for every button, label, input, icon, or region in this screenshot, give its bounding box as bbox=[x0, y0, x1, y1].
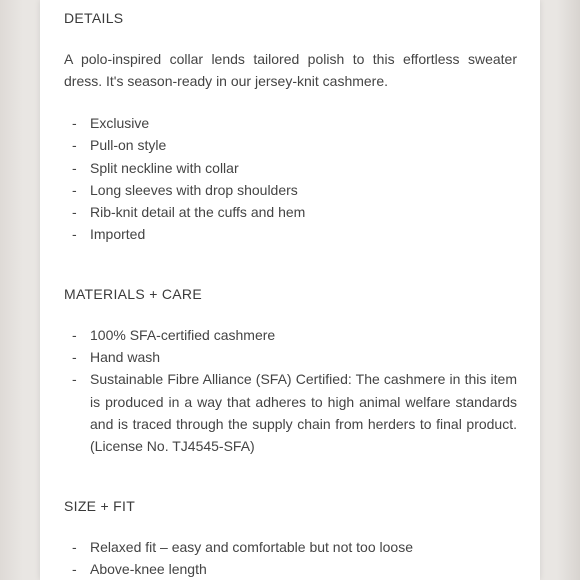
list-item-text: Split neckline with collar bbox=[90, 159, 239, 176]
list-item-text: Rib-knit detail at the cuffs and hem bbox=[90, 204, 306, 221]
list-item-text: Hand wash bbox=[90, 349, 161, 366]
bullet-dash: - bbox=[72, 137, 77, 154]
list-item bbox=[64, 368, 517, 457]
list-item-text: Pull-on style bbox=[90, 137, 167, 154]
materials-care-heading: MATERIALS + CARE bbox=[64, 285, 202, 302]
list-item bbox=[64, 201, 517, 223]
product-description-content bbox=[64, 8, 517, 580]
size-fit-heading: SIZE + FIT bbox=[64, 497, 136, 514]
list-item-text: Sustainable Fibre Alliance (SFA) Certified: The cashmere in this item is produced in a way that adheres to high animal welfare standards and is traced through the supply chain from herders to final product. (License No. TJ4545-SFA) bbox=[90, 371, 517, 455]
list-item-text: Exclusive bbox=[90, 115, 150, 131]
bullet-dash: - bbox=[72, 326, 77, 343]
list-item bbox=[64, 112, 517, 134]
list-item-text: Relaxed fit – easy and comfortable but not too loose bbox=[90, 538, 413, 555]
list-item-text: Imported bbox=[90, 226, 146, 243]
product-description-sheet bbox=[40, 0, 540, 580]
bullet-dash: - bbox=[72, 560, 77, 577]
bullet-dash: - bbox=[72, 159, 77, 176]
details-list bbox=[64, 112, 517, 246]
details-heading: DETAILS bbox=[64, 10, 124, 26]
bullet-dash: - bbox=[72, 181, 77, 198]
details-description: A polo-inspired collar lends tailored polish to this effortless sweater dress. It's season-ready in our jersey-knit cashmere. bbox=[64, 51, 517, 89]
list-item bbox=[64, 324, 517, 346]
list-item-text: 100% SFA-certified cashmere bbox=[90, 326, 276, 343]
list-item bbox=[64, 536, 517, 558]
list-item bbox=[64, 558, 517, 580]
bullet-dash: - bbox=[72, 349, 77, 366]
materials-care-list bbox=[64, 324, 517, 458]
list-item bbox=[64, 157, 517, 179]
bullet-dash: - bbox=[72, 115, 77, 131]
list-item bbox=[64, 223, 517, 245]
bullet-dash: - bbox=[72, 226, 77, 243]
bullet-dash: - bbox=[72, 538, 77, 555]
list-item-text: Above-knee length bbox=[90, 560, 207, 577]
bullet-dash: - bbox=[72, 371, 77, 388]
size-fit-list bbox=[64, 536, 517, 580]
bullet-dash: - bbox=[72, 204, 77, 221]
list-item bbox=[64, 179, 517, 201]
list-item bbox=[64, 346, 517, 368]
list-item bbox=[64, 134, 517, 156]
list-item-text: Long sleeves with drop shoulders bbox=[90, 181, 298, 198]
